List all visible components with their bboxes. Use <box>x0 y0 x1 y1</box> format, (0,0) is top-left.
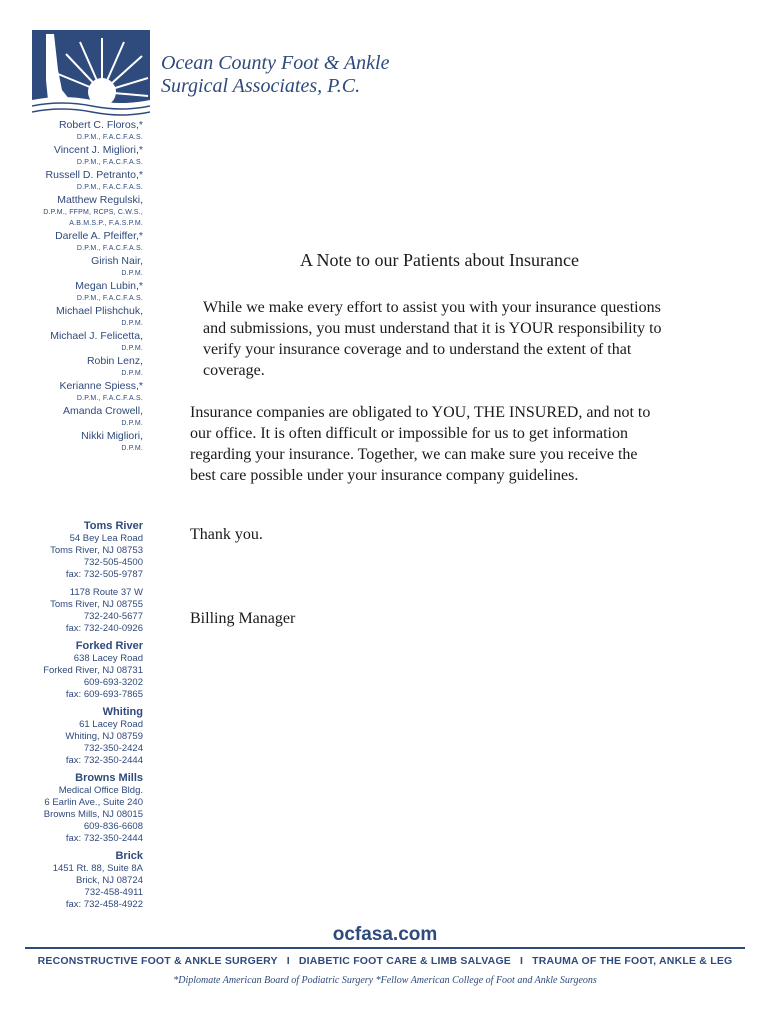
doctor-credentials: D.P.M. <box>121 345 143 352</box>
office-phone: 609-836-6608 <box>83 821 143 832</box>
diplomate-note: *Diplomate American Board of Podiatric Surgery *Fellow American College of Foot and Ankle Surgeons <box>173 975 597 986</box>
doctor-entry <box>0 168 143 193</box>
doctor-name: Amanda Crowell, <box>63 405 143 417</box>
specialty-separator: I <box>520 955 524 967</box>
office-name: Toms River <box>83 520 143 532</box>
letter-thanks: Thank you. <box>190 526 263 543</box>
doctor-entry <box>0 354 143 379</box>
doctor-name: Megan Lubin,* <box>75 280 143 292</box>
letter-paragraph-1: While we make every effort to assist you with your insurance questions and submissions, you must understand that it is YOUR responsibility to verify your insurance coverage and to understand the extent of that coverage. <box>203 299 662 379</box>
doctor-credentials: D.P.M., F.A.C.F.A.S. <box>76 184 143 191</box>
office-fax: fax: 732-458-4922 <box>65 899 143 910</box>
doctor-name: Matthew Regulski, <box>57 194 143 206</box>
doctor-entry <box>0 229 143 254</box>
office-sub-location <box>0 587 143 635</box>
doctor-name: Robert C. Floros,* <box>58 119 143 131</box>
office-address: 6 Earlin Ave., Suite 240 <box>44 797 143 808</box>
doctor-name: Vincent J. Migliori,* <box>53 144 143 156</box>
office-phone: 732-350-2424 <box>83 743 143 754</box>
letter-paragraph-2: Insurance companies are obligated to YOU, THE INSURED, and not to our office. It is often difficult or impossible for us to get information regarding your insurance. Together, we can make sure you receive the best care possible under your insurance company guidelines. <box>190 404 651 484</box>
office-address: 54 Bey Lea Road <box>69 533 143 544</box>
website-link[interactable]: ocfasa.com <box>332 924 438 945</box>
office-phone: 732-458-4911 <box>84 887 143 898</box>
office-phone: 732-240-5677 <box>83 611 143 622</box>
doctor-entry <box>0 254 143 279</box>
doctor-entry <box>0 143 143 168</box>
doctor-name: Russell D. Petranto,* <box>45 169 143 181</box>
doctor-credentials: D.P.M., F.A.C.F.A.S. <box>76 134 143 141</box>
office-fax: fax: 732-350-2444 <box>65 833 143 844</box>
office-browns-mills <box>0 771 143 845</box>
doctor-name: Nikki Migliori, <box>81 430 143 442</box>
office-city: Whiting, NJ 08759 <box>65 731 143 742</box>
doctor-name: Michael J. Felicetta, <box>50 330 143 342</box>
office-toms-river <box>0 519 143 635</box>
doctor-entry <box>0 329 143 354</box>
specialties-line <box>0 955 770 967</box>
doctor-name: Robin Lenz, <box>86 355 143 367</box>
letter-signoff: Billing Manager <box>190 610 296 627</box>
office-fax: fax: 609-693-7865 <box>65 689 143 700</box>
office-phone: 609-693-3202 <box>83 677 143 688</box>
office-whiting <box>0 705 143 767</box>
doctor-name: Michael Plishchuk, <box>56 305 143 317</box>
doctor-entry <box>0 429 143 454</box>
doctor-credentials: D.P.M. <box>121 270 143 277</box>
office-address: 1451 Rt. 88, Suite 8A <box>52 863 143 874</box>
office-forked-river <box>0 639 143 701</box>
footer-divider <box>25 947 745 949</box>
office-fax: fax: 732-350-2444 <box>65 755 143 766</box>
office-address: 638 Lacey Road <box>73 653 143 664</box>
doctor-credentials: A.B.M.S.P., F.A.S.P.M. <box>69 220 143 227</box>
office-city: Toms River, NJ 08755 <box>50 599 143 610</box>
office-list <box>0 519 143 915</box>
doctor-list <box>0 118 143 454</box>
office-address: 1178 Route 37 W <box>69 587 143 598</box>
doctor-credentials: D.P.M. <box>121 445 143 452</box>
specialty-item: DIABETIC FOOT CARE & LIMB SALVAGE <box>298 955 512 967</box>
office-name: Whiting <box>102 706 143 718</box>
doctor-entry <box>0 379 143 404</box>
doctor-name: Darelle A. Pfeiffer,* <box>55 230 143 242</box>
office-fax: fax: 732-505-9787 <box>65 569 143 580</box>
office-fax: fax: 732-240-0926 <box>65 623 143 634</box>
doctor-entry <box>0 304 143 329</box>
doctor-credentials: D.P.M., FFPM, RCPS, C.W.S., <box>43 209 143 216</box>
firm-name-line1: Ocean County Foot & Ankle <box>161 52 390 74</box>
doctor-credentials: D.P.M. <box>121 420 143 427</box>
doctor-credentials: D.P.M. <box>121 320 143 327</box>
doctor-credentials: D.P.M., F.A.C.F.A.S. <box>76 295 143 302</box>
logo <box>32 30 150 116</box>
office-city: Browns Mills, NJ 08015 <box>43 809 143 820</box>
doctor-entry <box>0 118 143 143</box>
doctor-name: Kerianne Spiess,* <box>59 380 143 392</box>
office-phone: 732-505-4500 <box>83 557 143 568</box>
letter-title: A Note to our Patients about Insurance <box>300 250 579 270</box>
doctor-name: Girish Nair, <box>91 255 143 267</box>
office-name: Browns Mills <box>75 772 143 784</box>
doctor-credentials: D.P.M. <box>121 370 143 377</box>
office-city: Toms River, NJ 08753 <box>50 545 143 556</box>
doctor-credentials: D.P.M., F.A.C.F.A.S. <box>76 245 143 252</box>
office-building: Medical Office Bldg. <box>58 785 143 796</box>
doctor-credentials: D.P.M., F.A.C.F.A.S. <box>76 395 143 402</box>
doctor-entry <box>0 404 143 429</box>
doctor-credentials: D.P.M., F.A.C.F.A.S. <box>76 159 143 166</box>
office-name: Forked River <box>75 640 143 652</box>
doctor-entry <box>0 279 143 304</box>
firm-name-line2: Surgical Associates, P.C. <box>161 75 361 97</box>
specialty-separator: I <box>286 955 290 967</box>
foot-sunburst-logo-icon <box>32 30 150 116</box>
firm-name <box>161 52 389 98</box>
doctor-entry <box>0 193 143 229</box>
office-city: Forked River, NJ 08731 <box>43 665 143 676</box>
office-brick <box>0 849 143 911</box>
office-name: Brick <box>115 850 143 862</box>
office-address: 61 Lacey Road <box>79 719 143 730</box>
office-city: Brick, NJ 08724 <box>75 875 143 886</box>
specialty-item: TRAUMA OF THE FOOT, ANKLE & LEG <box>532 955 733 967</box>
specialty-item: RECONSTRUCTIVE FOOT & ANKLE SURGERY <box>37 955 278 967</box>
